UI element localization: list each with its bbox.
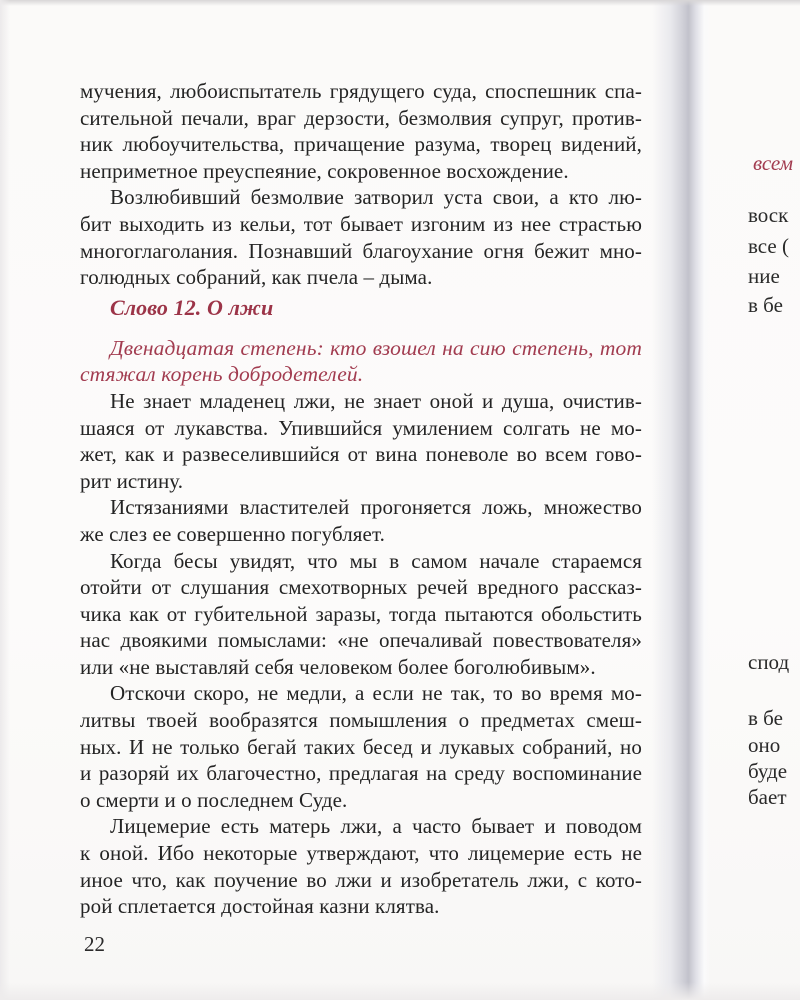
facing-page-text-fragment: оно	[748, 733, 781, 757]
section-subtitle	[80, 335, 642, 388]
paragraph	[80, 388, 642, 494]
facing-page-text-fragment: в бе	[748, 706, 783, 730]
paragraph	[80, 78, 642, 184]
facing-page-text-fragment: ние	[748, 264, 780, 288]
text-line: рой сплетается достойная казни клятва.	[80, 894, 440, 919]
facing-page-edge	[710, 0, 800, 1000]
text-line: Двенадцатая степень: кто взошел на сию степень, тот	[110, 335, 642, 360]
text-line: жет, как и развеселившийся от вина поневоле во всем гово-	[80, 442, 642, 467]
paragraph	[80, 548, 642, 681]
text-line: Не знает младенец лжи, не знает оной и душа, очистив-	[110, 388, 642, 413]
text-line: ник любоучительства, причащение разума, творец видений,	[80, 132, 642, 157]
text-line: отойти от слушания смехотворных речей вредного рассказ-	[80, 575, 642, 600]
text-line: к оной. Ибо некоторые утверждают, что лицемерие есть не	[80, 841, 642, 866]
text-line: же слез ее совершенно погубляет.	[80, 521, 386, 546]
paragraph	[80, 813, 642, 919]
text-line: рит истину.	[80, 468, 184, 493]
page-number: 22	[84, 932, 105, 956]
text-line: бит выходить из кельи, тот бывает изгоним из нее страстью	[80, 211, 642, 236]
facing-page-text-fragment: в бе	[748, 293, 783, 317]
paragraph	[80, 494, 642, 547]
book-gutter-shadow	[652, 0, 710, 1000]
text-line: и разоряй их благочестно, предлагая на среду воспоминание	[80, 761, 642, 786]
text-line: ных. И не только бегай таких бесед и лукавых собраний, но	[80, 734, 642, 759]
text-line: Истязаниями властителей прогоняется ложь, множество	[110, 495, 642, 520]
text-line: сительной печали, враг дерзости, безмолвия супруг, против-	[80, 105, 642, 130]
text-line: Когда бесы увидят, что мы в самом начале стараемся	[110, 548, 642, 573]
text-line: о смерти и о последнем Суде.	[80, 787, 348, 812]
text-line: стяжал корень добродетелей.	[80, 362, 364, 387]
section-heading	[80, 294, 642, 321]
text-line: Отскочи скоро, не медли, а если не так, то во время мо-	[110, 681, 642, 706]
text-line: чика как от губительной заразы, тогда пытаются обольстить	[80, 601, 642, 626]
scan-top-edge	[0, 0, 800, 6]
text-line: неприметное преуспеяние, сокровенное восхождение.	[80, 158, 569, 183]
text-line: литвы твоей вообразятся помышления о предметах смеш-	[80, 708, 642, 733]
facing-page-red-fragment: всем	[753, 151, 794, 175]
facing-page-text-fragment: воск	[748, 203, 789, 227]
text-line: мучения, любоиспытатель грядущего суда, споспешник спа-	[80, 79, 642, 103]
text-line: Слово 12. О лжи	[110, 294, 274, 320]
text-line: голюдных собраний, как пчела – дыма.	[80, 265, 433, 290]
text-line: или «не выставляй себя человеком более боголюбивым».	[80, 654, 596, 679]
paragraph	[80, 680, 642, 813]
facing-page-text-fragment: бает	[748, 785, 787, 809]
text-line: нас двоякими помыслами: «не опечаливай повествователя»	[80, 628, 642, 653]
text-line: Лицемерие есть матерь лжи, а часто бывает и поводом	[110, 814, 642, 839]
scan-bottom-edge	[0, 982, 800, 1000]
facing-page-text-fragment: все (	[748, 234, 789, 258]
facing-page-text-fragment: буде	[748, 759, 788, 783]
text-block	[80, 78, 642, 920]
paragraph	[80, 184, 642, 290]
facing-page-text-fragment: спод	[748, 650, 790, 674]
text-line: Возлюбивший безмолвие затворил уста свои, а кто лю-	[110, 185, 642, 210]
scan-left-edge	[0, 0, 10, 1000]
text-line: шаяся от лукавства. Упившийся умилением солгать не мо-	[80, 415, 642, 440]
text-line: многоглаголания. Познавший благоухание огня бежит мно-	[80, 238, 642, 263]
text-line: иное что, как поучение во лжи и изобретатель лжи, с кото-	[80, 867, 642, 892]
